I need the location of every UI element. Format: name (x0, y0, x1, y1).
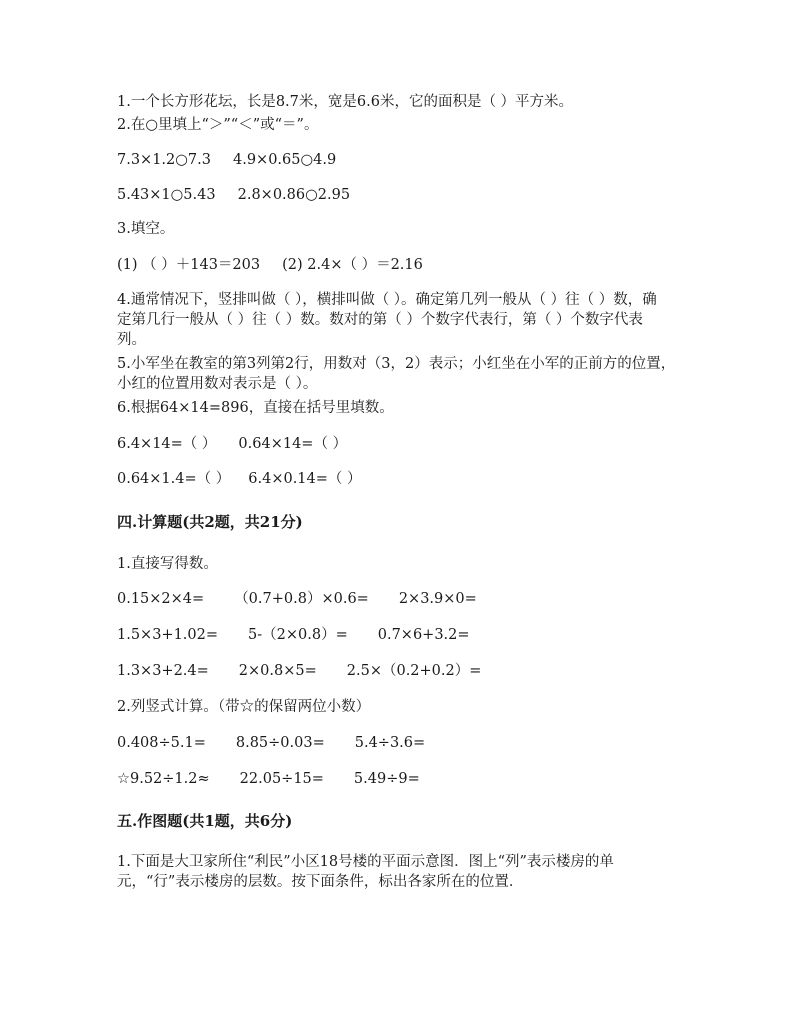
calc-row-3 (117, 661, 481, 681)
calc-item: 8.85÷0.03= (235, 735, 325, 751)
section-heading-4: 四.计算题(共2题，共21分) (117, 513, 303, 531)
fill-item: 6.4×14=（ ） (117, 436, 217, 452)
compare-item: 7.3×1.2○7.3 (117, 152, 211, 168)
calc-row-2 (117, 625, 470, 645)
question-3-5: 5.小军坐在教室的第3列第2行，用数对（3，2）表示；小红坐在小军的正前方的位置，小红的位置用数对表示是（ ）。 (117, 356, 676, 392)
compare-row-1 (117, 150, 336, 170)
calc-item: 5-（2×0.8）= (248, 627, 348, 643)
calc-item: ☆9.52÷1.2≈ (117, 771, 210, 787)
calc-item: 0.15×2×4= (117, 591, 205, 607)
question-4-1: 1.直接写得数。 (117, 556, 218, 572)
calc-item: 5.49÷9= (353, 771, 420, 787)
question-3-6: 6.根据64×14=896，直接在括号里填数。 (117, 400, 394, 416)
compare-item: 4.9×0.65○4.9 (232, 152, 337, 168)
calc-item: 0.7×6+3.2= (377, 627, 470, 643)
calc-item: 5.4÷3.6= (354, 735, 426, 751)
calc-item: 22.05÷15= (239, 771, 324, 787)
fill-item: 0.64×14=（ ） (238, 436, 348, 452)
fill-item: (2) 2.4×（ ）＝2.16 (282, 257, 423, 273)
calc-item: 2.5×（0.2+0.2）= (346, 663, 482, 679)
fill-row-2 (117, 434, 347, 454)
compare-item: 2.8×0.86○2.95 (237, 187, 351, 203)
calc-item: 1.3×3+2.4= (117, 663, 209, 679)
calc-item: 1.5×3+1.02= (117, 627, 219, 643)
compare-item: 5.43×1○5.43 (117, 187, 216, 203)
compare-row-2 (117, 185, 350, 205)
calc-item: 2×0.8×5= (238, 663, 317, 679)
fill-item: 6.4×0.14=（ ） (248, 471, 362, 487)
calc-item: 2×3.9×0= (398, 591, 477, 607)
fill-row-3 (117, 469, 362, 489)
vertical-calc-row-2 (117, 769, 420, 789)
question-4-2: 2.列竖式计算。（带☆的保留两位小数） (117, 699, 371, 715)
calc-item: （0.7+0.8）×0.6= (234, 591, 369, 607)
fill-item: (1) （ ）＋143＝203 (117, 257, 261, 273)
question-3-4: 4.通常情况下，竖排叫做（ ），横排叫做（ ）。确定第几列一般从（ ）往（ ）数，确定第几行一般从（ ）往（ ）数。数对的第（ ）个数字代表行，第（ ）个数字代表列。 (117, 292, 657, 348)
section-heading-5: 五.作图题(共1题，共6分) (117, 812, 293, 830)
question-3-2: 2.在○里填上“＞”“＜”或“＝”。 (117, 117, 319, 133)
fill-item: 0.64×1.4=（ ） (117, 471, 231, 487)
fill-row-1 (117, 255, 423, 275)
question-5-1: 1.下面是大卫家所住“利民”小区18号楼的平面示意图．图上“列”表示楼房的单元，“行”表示楼房的层数。按下面条件，标出各家所在的位置． (117, 854, 614, 890)
vertical-calc-row-1 (117, 733, 425, 753)
calc-item: 0.408÷5.1= (117, 735, 206, 751)
question-3-1: 1.一个长方形花坛，长是8.7米，宽是6.6米，它的面积是（ ）平方米。 (117, 94, 574, 110)
question-3-3: 3.填空。 (117, 221, 175, 237)
calc-row-1 (117, 589, 477, 609)
